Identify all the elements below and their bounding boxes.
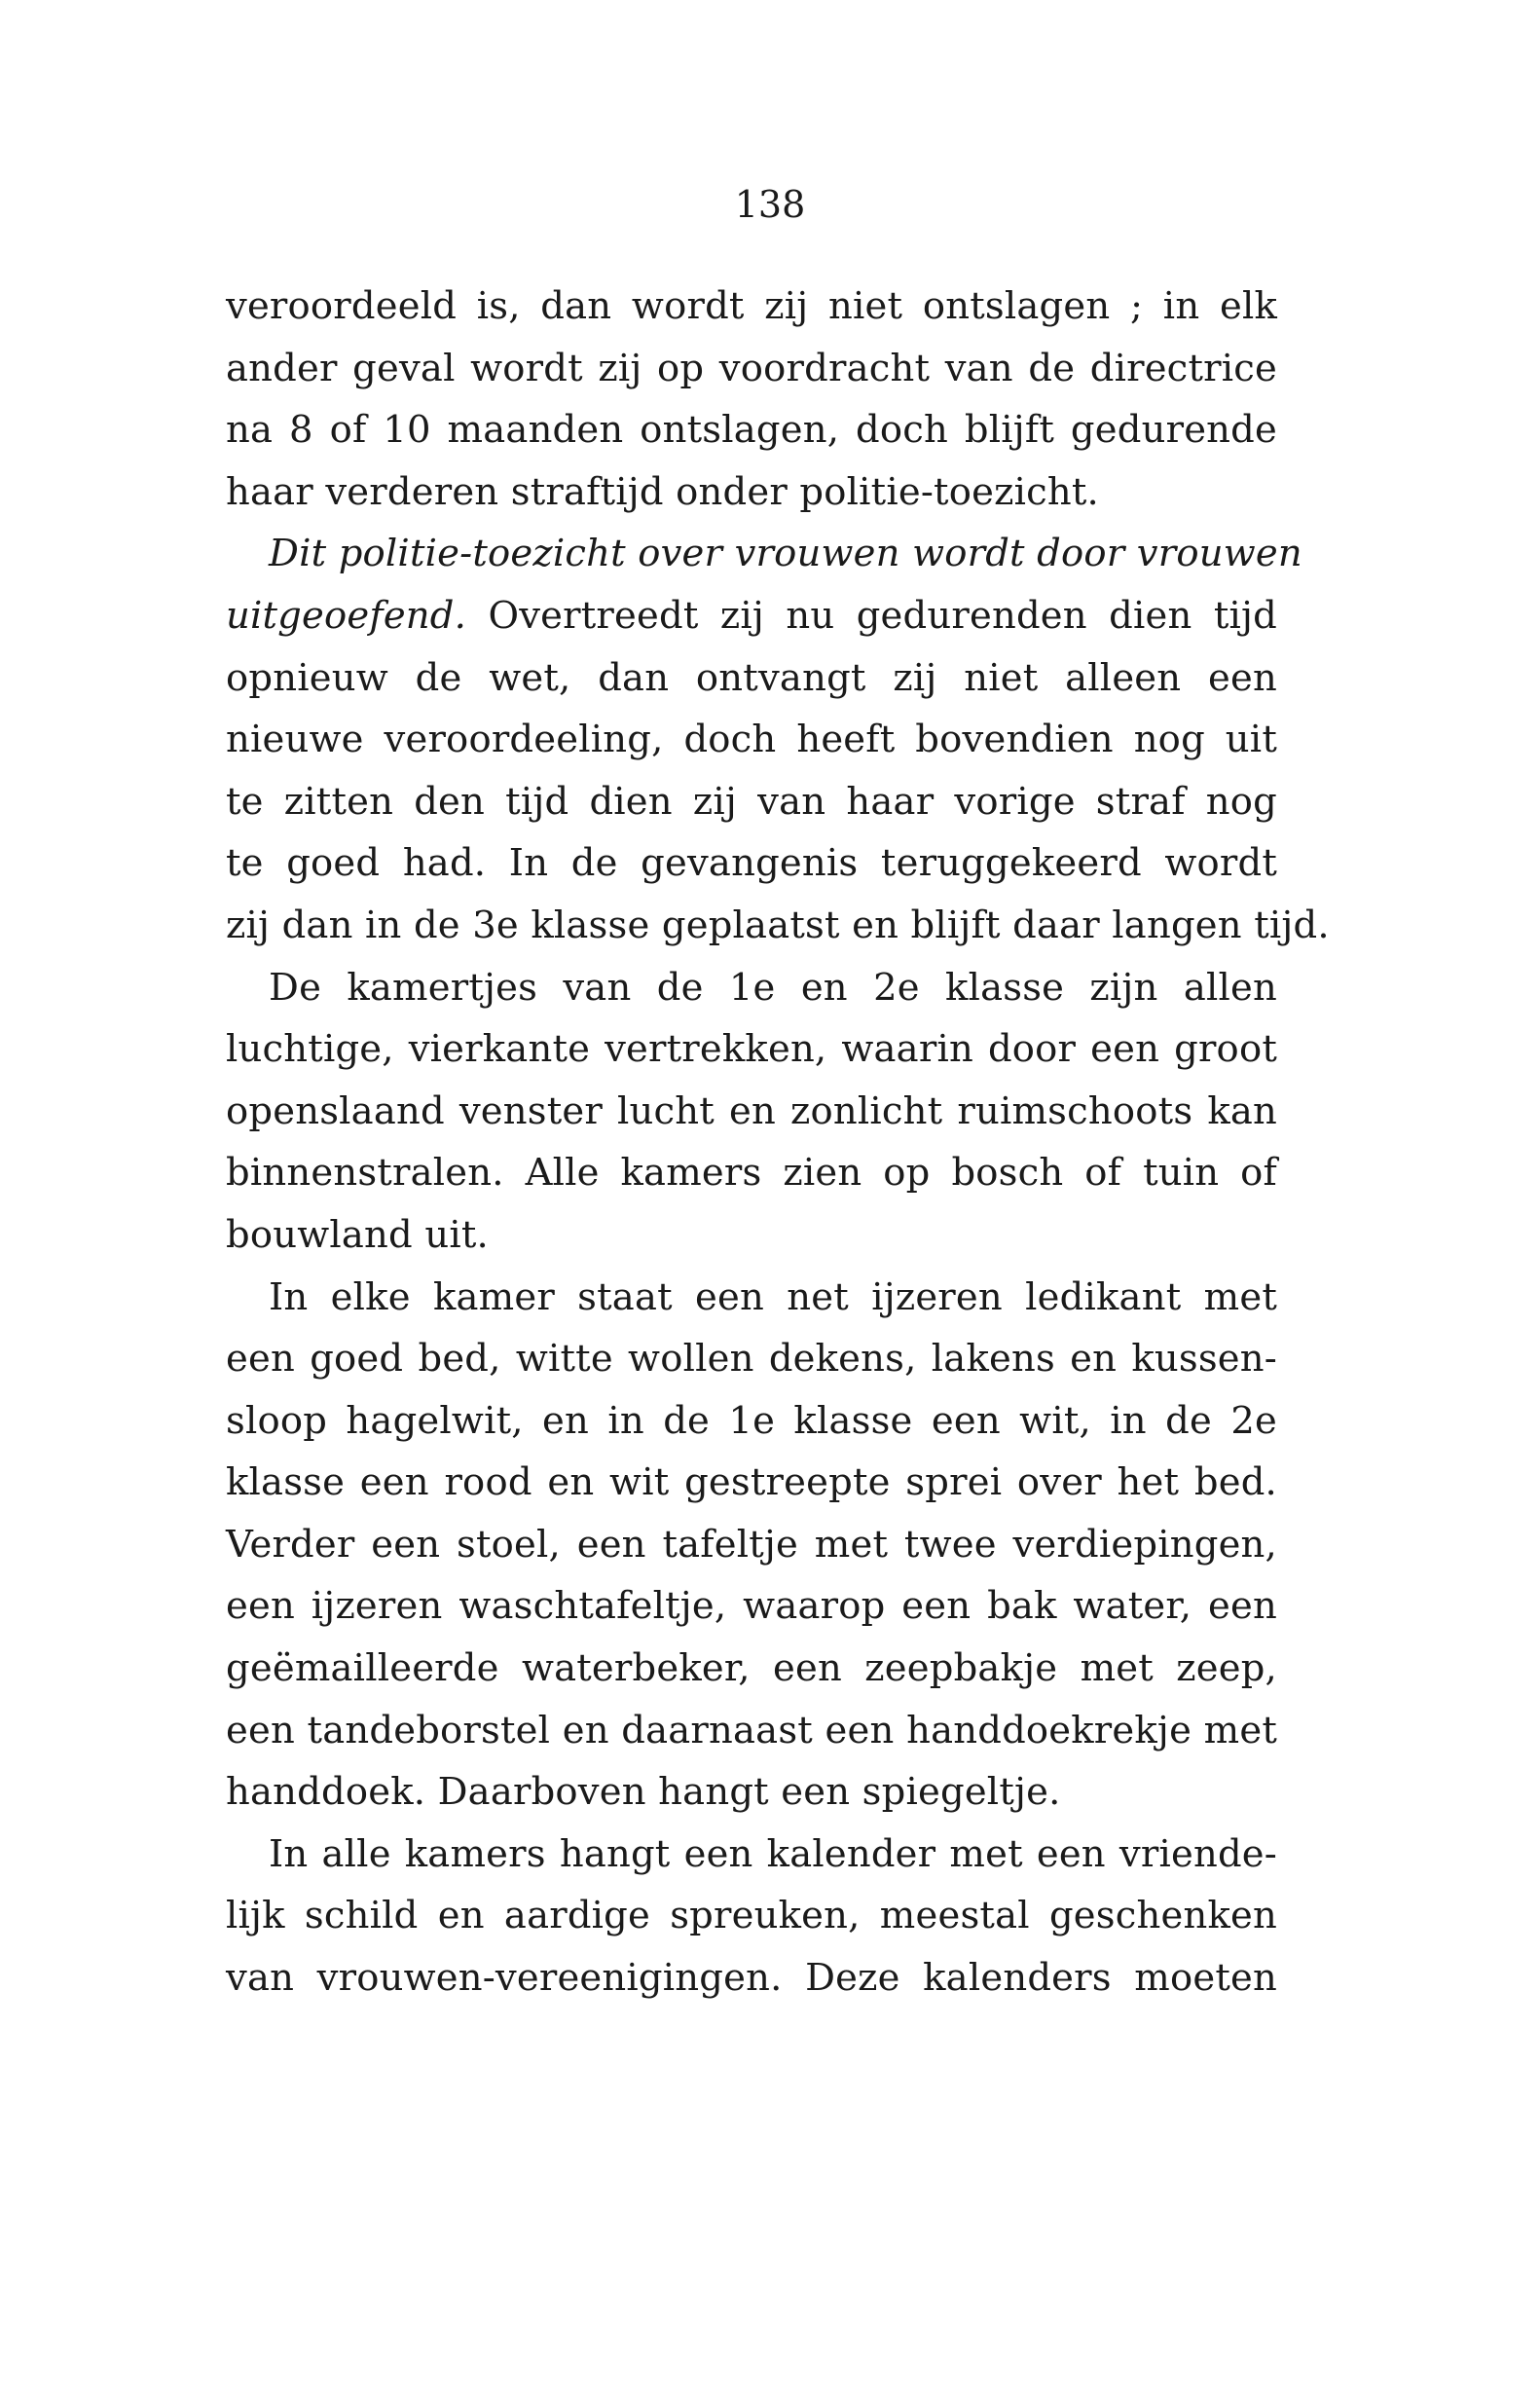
text-line: ander geval wordt zij op voordracht van de directrice [226,346,1277,390]
text-line: openslaand venster lucht en zonlicht ruimschoots kan [226,1088,1277,1133]
text-line: van vrouwen-vereenigingen. Deze kalenders moeten [226,1956,1277,2001]
italic-phrase: uitgeoefend. [226,593,467,638]
text-line: De kamertjes van de 1e en 2e klasse zijn allen [269,965,1277,1010]
text-line: een goed bed, witte wollen dekens, lakens en kussen- [226,1337,1277,1382]
page-number: 138 [734,183,806,226]
text-line: haar verderen straftijd onder politie-toezicht. [226,469,1099,514]
text-line-italic: Dit politie-toezicht over vrouwen wordt door vrouwen [269,532,1302,576]
text-line-mixed [226,585,1277,647]
text-line: In elke kamer staat een net ijzeren ledikant met [269,1274,1277,1319]
text-line: klasse een rood en wit gestreepte sprei over het bed. [226,1460,1277,1505]
text-line: nieuwe veroordeeling, doch heeft bovendien nog uit [226,718,1277,762]
text-line: luchtige, vierkante vertrekken, waarin door een groot [226,1027,1277,1072]
text-line: een tandeborstel en daarnaast een handdoekrekje met [226,1708,1277,1752]
text-line: een ijzeren waschtafeltje, waarop een bak water, een [226,1584,1277,1629]
text-line: In alle kamers hangt een kalender met een vriende- [269,1831,1277,1876]
body-text [226,276,1330,2010]
text-line-remainder: Overtreedt zij nu gedurenden dien tijd [466,593,1277,638]
text-line: opnieuw de wet, dan ontvangt zij niet alleen een [226,655,1277,700]
text-line: te zitten den tijd dien zij van haar vorige straf nog [226,779,1277,824]
text-line: na 8 of 10 maanden ontslagen, doch blijft gedurende [226,408,1277,453]
text-line: zij dan in de 3e klasse geplaatst en blijft daar langen tijd. [226,903,1330,947]
text-line: lijk schild en aardige spreuken, meestal geschenken [226,1894,1277,1938]
text-line: handdoek. Daarboven hangt een spiegeltje. [226,1770,1061,1815]
text-line: bouwland uit. [226,1212,489,1257]
text-line: te goed had. In de gevangenis teruggekeerd wordt [226,841,1277,886]
text-line: veroordeeld is, dan wordt zij niet ontslagen ; in elk [226,284,1277,328]
text-line: geëmailleerde waterbeker, een zeepbakje met zeep, [226,1646,1277,1691]
text-line: binnenstralen. Alle kamers zien op bosch of tuin of [226,1151,1277,1196]
text-line: sloop hagelwit, en in de 1e klasse een wit, in de 2e [226,1398,1277,1443]
text-line: Verder een stoel, een tafeltje met twee verdiepingen, [226,1522,1277,1567]
